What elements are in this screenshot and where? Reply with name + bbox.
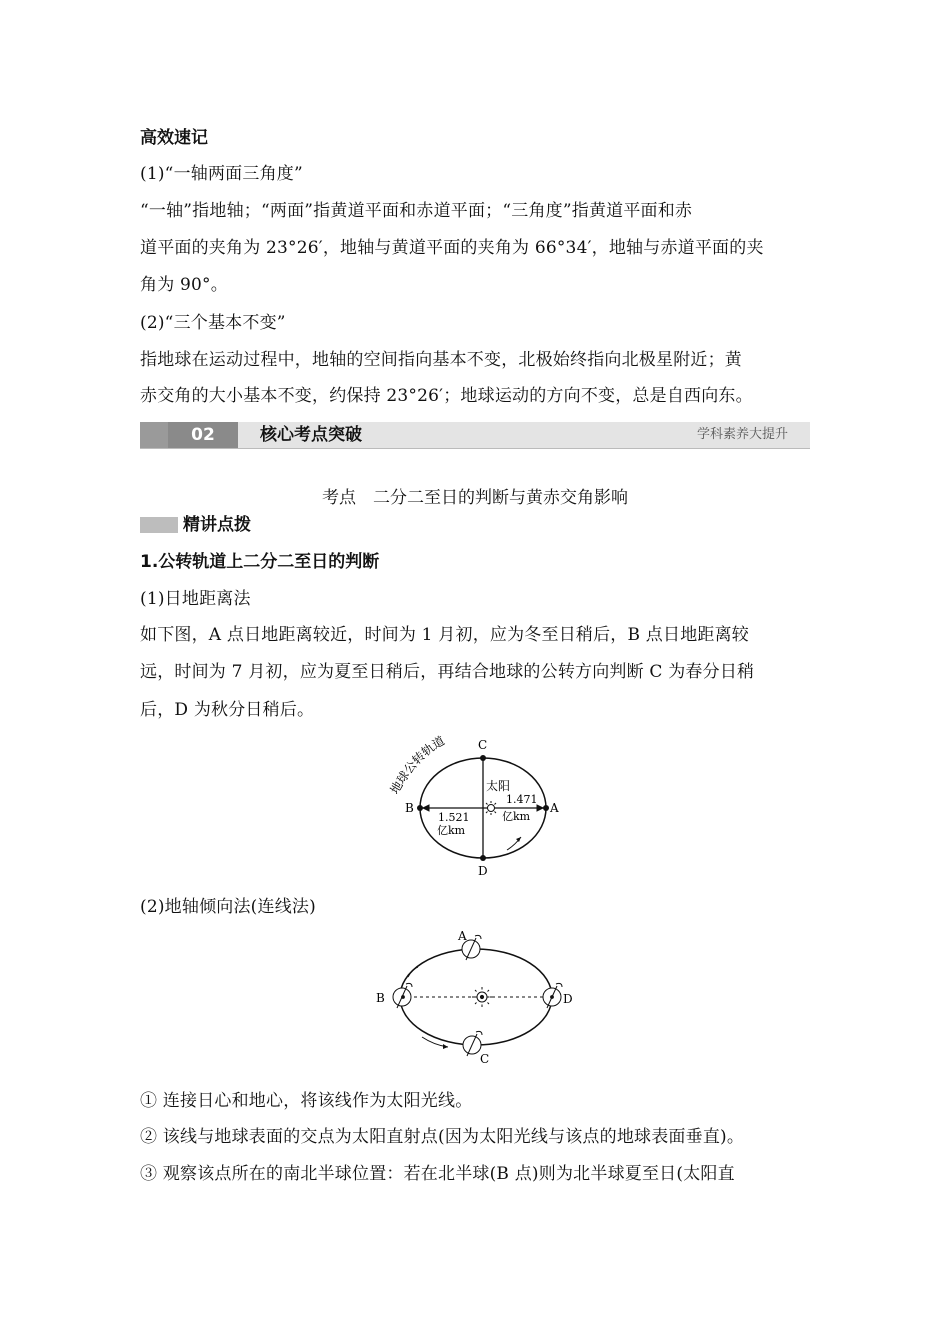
left-distance-value: 1.521 xyxy=(438,811,470,824)
point-label-c: C xyxy=(478,738,488,752)
summary-item2-line: 赤交角的大小基本不变，约保持 23°26′；地球运动的方向不变，总是自西向东。 xyxy=(140,386,753,406)
earth-d-icon xyxy=(543,983,562,1008)
step-item: ① 连接日心和地心，将该线作为太阳光线。 xyxy=(140,1091,473,1111)
point-label-a: A xyxy=(458,929,467,943)
axis-tilt-diagram xyxy=(372,927,582,1067)
method1-title: (1)日地距离法 xyxy=(140,589,251,609)
top-direction-arrow xyxy=(408,967,418,977)
step-item: ② 该线与地球表面的交点为太阳直射点(因为太阳光线与该点的地球表面垂直)。 xyxy=(140,1127,745,1147)
right-distance-arrow xyxy=(537,805,543,811)
method1-line: 如下图，A 点日地距离较近，时间为 1 月初，应为冬至日稍后，B 点日地距离较 xyxy=(140,625,749,645)
banner-number: 02 xyxy=(168,422,238,448)
banner-subtitle: 学科素养大提升 xyxy=(696,427,788,442)
method1-line: 远，时间为 7 月初，应为夏至日稍后，再结合地球的公转方向判断 C 为春分日稍 xyxy=(140,662,755,682)
point-d-dot xyxy=(480,855,486,861)
orbit-label: 地球公转轨道 xyxy=(387,733,448,797)
revolution-arrowhead xyxy=(516,837,521,842)
sun-label: 太阳 xyxy=(486,779,511,793)
orbit-distance-diagram xyxy=(385,733,575,881)
left-distance-arrow xyxy=(423,805,429,811)
section-banner xyxy=(140,420,810,450)
earth-b-icon xyxy=(393,983,412,1008)
point-label-c: C xyxy=(480,1052,490,1066)
summary-item2-line: 指地球在运动过程中，地轴的空间指向基本不变，北极始终指向北极星附近；黄 xyxy=(140,350,742,370)
banner-title: 核心考点突破 xyxy=(260,425,362,445)
right-distance-value: 1.471 xyxy=(506,793,538,806)
banner-accent xyxy=(140,422,168,448)
summary-item2-title: (2)“三个基本不变” xyxy=(140,313,286,333)
summary-item1-line: 道平面的夹角为 23°26′，地轴与黄道平面的夹角为 66°34′，地轴与赤道平面的夹 xyxy=(140,238,764,258)
summary-heading: 高效速记 xyxy=(140,128,208,148)
point-label-d: D xyxy=(563,992,573,1006)
method2-title: (2)地轴倾向法(连线法) xyxy=(140,897,316,917)
jingjiang-label: 精讲点拨 xyxy=(183,515,251,535)
kaodian-title: 考点 二分二至日的判断与黄赤交角影响 xyxy=(322,488,628,508)
summary-item1-line: “一轴”指地轴；“两面”指黄道平面和赤道平面；“三角度”指黄道平面和赤 xyxy=(140,201,693,221)
summary-item1-line: 角为 90°。 xyxy=(140,275,228,295)
method1-line: 后，D 为秋分日稍后。 xyxy=(140,700,315,720)
left-distance-unit: 亿km xyxy=(437,824,466,837)
topic1-heading: 1.公转轨道上二分二至日的判断 xyxy=(140,552,380,572)
point-label-b: B xyxy=(376,991,385,1005)
step-item: ③ 观察该点所在的南北半球位置：若在北半球(B 点)则为北半球夏至日(太阳直 xyxy=(140,1164,735,1184)
point-c-dot xyxy=(480,755,486,761)
point-label-b: B xyxy=(405,801,414,815)
summary-item1-title: (1)“一轴两面三角度” xyxy=(140,164,303,184)
point-label-a: A xyxy=(550,801,559,815)
jingjiang-bar xyxy=(140,517,178,533)
point-label-d: D xyxy=(478,864,488,878)
right-distance-unit: 亿km xyxy=(502,810,531,823)
